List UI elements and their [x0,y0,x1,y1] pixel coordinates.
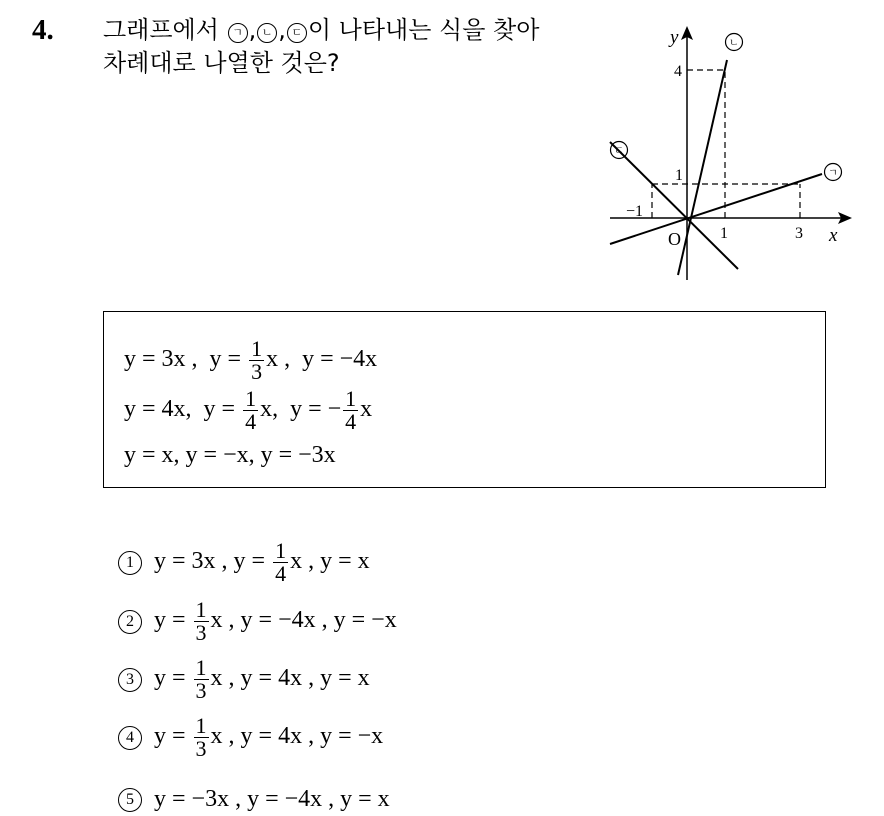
choice-1-fraction [273,540,288,585]
circled-mark-1: ㄱ [228,23,248,43]
box-row-3: y = x, y = −x, y = −3x [124,442,336,468]
choice-3-fraction [194,657,209,702]
choice-2-mark: 2 [118,610,142,634]
question-text [103,14,603,80]
box-row2-c-pre: y = − [290,396,342,423]
choice-5-part-a: y = −3x , y = −4x , y = x [154,786,390,812]
curve-label-c-text: ㄷ [614,146,624,157]
box-row-1 [124,338,377,383]
curve-label-a [825,164,842,181]
choice-3[interactable] [118,657,370,702]
choice-1-mark: 1 [118,551,142,575]
line-b [678,60,727,275]
box-row2-c-post: x [360,396,373,423]
choice-3-part-a: y = [154,665,192,692]
box-row1-b-post: x [266,346,279,373]
choice-4-part-b: x , y = 4x , y = −x [210,723,384,750]
comma-2: , [278,16,286,44]
choice-4[interactable] [118,715,383,760]
choice-2-den: 3 [195,620,207,645]
choice-3-part-b: x , y = 4x , y = x [210,665,370,692]
tick-label-y-1: 1 [675,167,683,184]
box-row2-b-post: x, [260,396,279,423]
circled-mark-2: ㄴ [257,23,277,43]
circled-mark-3: ㄷ [287,23,307,43]
comma-1: , [248,16,257,44]
axis-label-x: x [829,225,838,246]
curve-label-b-text: ㄴ [729,38,739,49]
choice-2-fraction [194,599,209,644]
box-row1-den: 3 [251,359,263,384]
choice-2-part-a: y = [154,607,192,634]
box-row1-a: y = 3x [124,346,186,373]
choice-3-mark: 3 [118,668,142,692]
choice-4-fraction [194,715,209,760]
curve-label-a-text: ㄱ [828,168,838,179]
box-row2-num-2: 1 [345,386,357,411]
box-row2-sep1 [192,396,204,422]
tick-label-x-1: 1 [720,225,728,242]
choice-1-part-a: y = 3x , y = [154,548,272,575]
choice-3-den: 3 [195,678,207,703]
origin-label: O [668,229,681,249]
question-line-2: 차례대로 나열한 것은? [103,49,340,77]
box-row1-b-pre: y = [209,346,248,373]
box-row1-sep1: , [185,346,210,373]
choice-2[interactable] [118,599,397,644]
box-row1-sep2: , [278,346,303,373]
choice-2-num: 1 [195,597,207,622]
box-row2-den-1: 4 [245,409,257,434]
question-line1-before: 그래프에서 [103,16,227,44]
choice-1-part-b: x , y = x [290,548,370,575]
box-row2-sep2 [278,396,290,422]
equation-box [103,311,826,488]
choice-4-num: 1 [195,713,207,738]
guide-lines [652,70,800,218]
curve-label-c [611,142,628,159]
box-row2-num-1: 1 [245,386,257,411]
tick-label-y-4: 4 [674,63,682,80]
box-row-2 [124,388,372,433]
box-row2-a: y = 4x, [124,396,192,423]
choice-4-mark: 4 [118,726,142,750]
question-number: 4. [32,14,54,46]
question-line1-after: 이 나타내는 식을 찾아 [307,16,540,44]
choice-1-num: 1 [275,538,287,563]
curve-label-b [726,34,743,51]
choice-2-part-b: x , y = −4x , y = −x [210,607,397,634]
box-row1-fraction [249,338,264,383]
choice-3-num: 1 [195,655,207,680]
coordinate-graph [600,22,860,282]
box-row2-den-2: 4 [345,409,357,434]
box-row2-fraction-2 [343,388,358,433]
tick-label-x-3: 3 [795,225,803,242]
question-line-1 [103,14,603,47]
choice-1-den: 4 [275,561,287,586]
box-row1-num: 1 [251,336,263,361]
axis-label-y: y [670,27,679,48]
box-row2-fraction-1 [243,388,258,433]
box-row2-b-pre: y = [203,396,242,423]
choice-1[interactable] [118,540,370,585]
choice-5[interactable] [118,786,390,813]
choice-5-mark: 5 [118,788,142,812]
choice-4-den: 3 [195,736,207,761]
box-row1-c: y = −4x [302,346,378,373]
choice-4-part-a: y = [154,723,192,750]
tick-label-x-neg1: −1 [626,203,644,220]
